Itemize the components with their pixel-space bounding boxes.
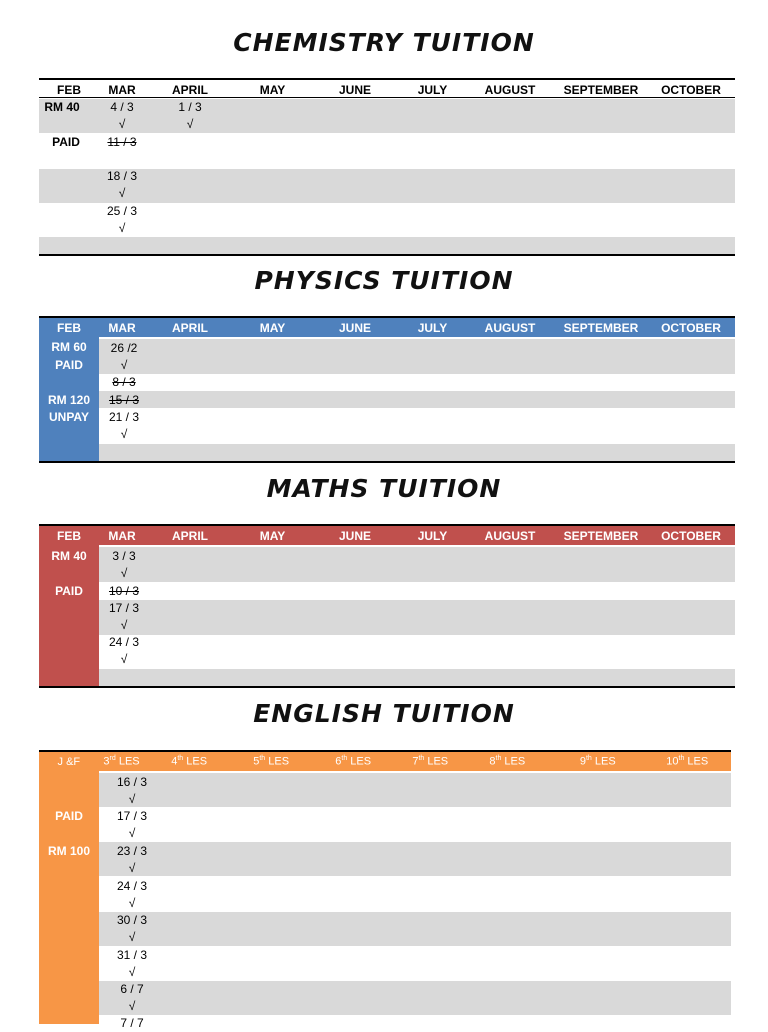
tick: √ bbox=[118, 186, 126, 200]
header-july: JULY bbox=[417, 528, 448, 543]
tick: √ bbox=[128, 826, 136, 840]
english-lesson-date: 30 / 3 bbox=[116, 913, 148, 927]
english-title: ENGLISH TUITION bbox=[253, 699, 515, 728]
chemistry-header-rule bbox=[39, 97, 735, 98]
english-lesson-date: 17 / 3 bbox=[116, 809, 148, 823]
header-july: JULY bbox=[417, 82, 448, 97]
header-june: JUNE bbox=[338, 528, 371, 543]
english-row-band bbox=[99, 912, 731, 946]
header-lesson-5: 5th LES bbox=[253, 755, 290, 768]
english-row-band bbox=[99, 773, 731, 807]
header-september: SEPTEMBER bbox=[563, 528, 639, 543]
header-may: MAY bbox=[259, 320, 286, 335]
header-lesson-3: 3rd LES bbox=[103, 755, 140, 768]
maths-bottom-rule bbox=[39, 686, 735, 688]
tick: √ bbox=[118, 117, 126, 131]
english-lesson-date: 24 / 3 bbox=[116, 879, 148, 893]
header-may: MAY bbox=[259, 82, 286, 97]
english-row-band bbox=[99, 842, 731, 876]
chemistry-april-1: 1 / 3 bbox=[178, 100, 202, 114]
header-october: OCTOBER bbox=[661, 82, 721, 97]
header-lesson-7: 7th LES bbox=[412, 755, 449, 768]
maths-row-band bbox=[99, 600, 735, 635]
physics-header-row bbox=[39, 318, 735, 337]
header-august: AUGUST bbox=[484, 82, 536, 97]
english-lesson-date: 7 / 7 bbox=[120, 1016, 144, 1030]
tick: √ bbox=[128, 930, 136, 944]
tick: √ bbox=[120, 618, 128, 632]
english-lesson-date: 31 / 3 bbox=[116, 948, 148, 962]
chemistry-mar-2-cancelled: 11 / 3 bbox=[107, 135, 137, 149]
english-fee: RM 100 bbox=[47, 844, 91, 858]
header-mar: MAR bbox=[108, 528, 136, 543]
maths-mar-2-cancelled: 10 / 3 bbox=[108, 584, 140, 598]
physics-row-band bbox=[99, 339, 735, 374]
physics-row-band bbox=[99, 444, 735, 461]
physics-mar-4: 21 / 3 bbox=[108, 410, 140, 424]
physics-bottom-rule bbox=[39, 461, 735, 463]
physics-status-1: PAID bbox=[55, 358, 83, 372]
physics-fee-2: RM 120 bbox=[47, 393, 91, 407]
chemistry-bottom-rule bbox=[39, 254, 735, 256]
header-june: JUNE bbox=[338, 82, 371, 97]
physics-mar-2-cancelled: 8 / 3 bbox=[112, 375, 136, 389]
tick: √ bbox=[128, 999, 136, 1013]
tick: √ bbox=[186, 117, 194, 131]
header-june: JUNE bbox=[338, 320, 371, 335]
maths-mar-3: 17 / 3 bbox=[108, 601, 140, 615]
tick: √ bbox=[120, 358, 128, 372]
maths-header-row bbox=[39, 526, 735, 545]
english-lesson-date: 6 / 7 bbox=[120, 982, 144, 996]
physics-title: PHYSICS TUITION bbox=[254, 266, 514, 295]
physics-table bbox=[39, 318, 735, 337]
header-feb: FEB bbox=[57, 320, 81, 335]
physics-fee-1: RM 60 bbox=[51, 340, 87, 354]
english-lesson-date: 16 / 3 bbox=[116, 775, 148, 789]
chemistry-mar-3: 18 / 3 bbox=[106, 169, 138, 183]
tick: √ bbox=[128, 896, 136, 910]
chemistry-mar-4: 25 / 3 bbox=[106, 204, 138, 218]
header-jf: J &F bbox=[57, 755, 81, 768]
header-october: OCTOBER bbox=[661, 320, 721, 335]
english-header-row bbox=[39, 752, 731, 771]
maths-title: MATHS TUITION bbox=[266, 474, 502, 503]
maths-mar-1: 3 / 3 bbox=[112, 549, 136, 563]
header-lesson-10: 10th LES bbox=[666, 755, 709, 768]
header-feb: FEB bbox=[57, 82, 81, 97]
maths-row-band bbox=[99, 669, 735, 686]
maths-row-band bbox=[99, 547, 735, 582]
physics-mar-3-cancelled: 15 / 3 bbox=[108, 393, 140, 407]
english-table bbox=[39, 752, 731, 771]
header-lesson-9: 9th LES bbox=[579, 755, 616, 768]
physics-status-2: UNPAY bbox=[48, 410, 89, 424]
tick: √ bbox=[120, 427, 128, 441]
header-mar: MAR bbox=[108, 82, 136, 97]
header-april: APRIL bbox=[172, 320, 208, 335]
physics-mar-1: 26 /2 bbox=[110, 341, 138, 355]
physics-row-band bbox=[99, 391, 735, 408]
header-feb: FEB bbox=[57, 528, 81, 543]
english-lesson-date: 23 / 3 bbox=[116, 844, 148, 858]
english-row-band bbox=[99, 981, 731, 1015]
maths-side-column bbox=[39, 545, 99, 687]
maths-fee: RM 40 bbox=[51, 549, 87, 563]
chemistry-row-band bbox=[39, 237, 735, 254]
chemistry-status: PAID bbox=[52, 135, 80, 149]
tick: √ bbox=[118, 221, 126, 235]
chemistry-title: CHEMISTRY TUITION bbox=[233, 28, 535, 57]
header-april: APRIL bbox=[172, 528, 208, 543]
header-april: APRIL bbox=[172, 82, 208, 97]
header-september: SEPTEMBER bbox=[563, 82, 639, 97]
header-may: MAY bbox=[259, 528, 286, 543]
tick: √ bbox=[128, 861, 136, 875]
maths-status: PAID bbox=[55, 584, 83, 598]
tick: √ bbox=[128, 792, 136, 806]
header-july: JULY bbox=[417, 320, 448, 335]
header-august: AUGUST bbox=[484, 528, 536, 543]
tick: √ bbox=[120, 566, 128, 580]
maths-table bbox=[39, 526, 735, 545]
header-mar: MAR bbox=[108, 320, 136, 335]
tick: √ bbox=[120, 652, 128, 666]
tick: √ bbox=[128, 965, 136, 979]
header-october: OCTOBER bbox=[661, 528, 721, 543]
chemistry-mar-1: 4 / 3 bbox=[110, 100, 134, 114]
header-august: AUGUST bbox=[484, 320, 536, 335]
header-lesson-4: 4th LES bbox=[171, 755, 208, 768]
english-status: PAID bbox=[55, 809, 83, 823]
maths-mar-4: 24 / 3 bbox=[108, 635, 140, 649]
header-lesson-8: 8th LES bbox=[489, 755, 526, 768]
header-lesson-6: 6th LES bbox=[335, 755, 372, 768]
header-september: SEPTEMBER bbox=[563, 320, 639, 335]
chemistry-fee: RM 40 bbox=[44, 100, 80, 114]
